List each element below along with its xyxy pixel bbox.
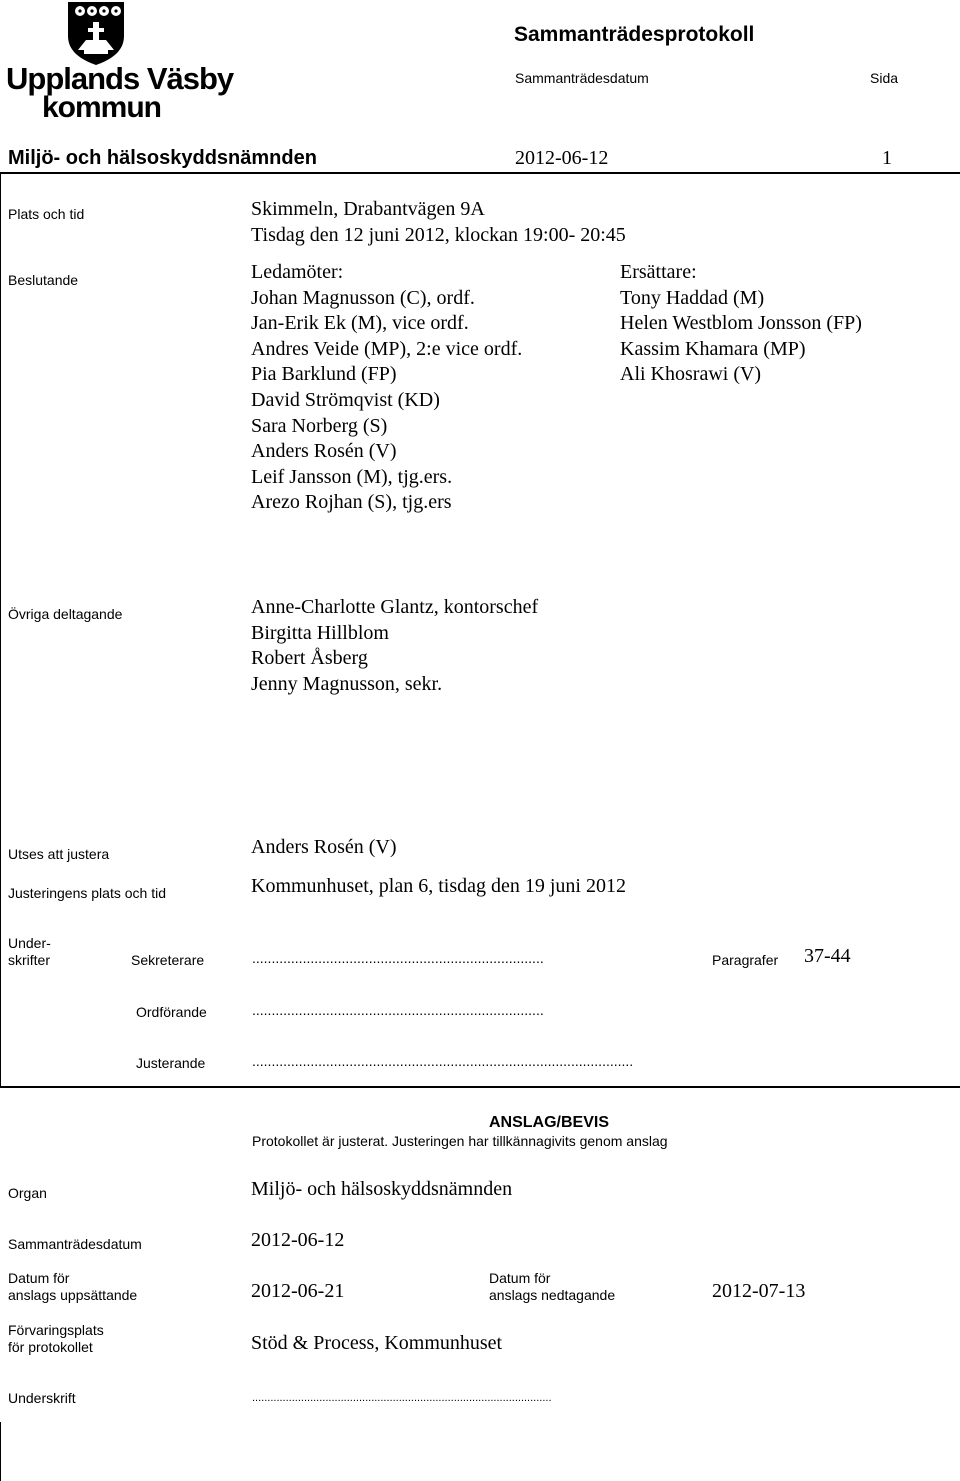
posted-date-label-line2: anslags uppsättande <box>8 1287 138 1303</box>
participant-item: Anne-Charlotte Glantz, kontorschef <box>251 596 539 618</box>
participant-item: Robert Åsberg <box>251 647 368 670</box>
municipality-logo <box>6 0 234 124</box>
substitute-item: Tony Haddad (M) <box>620 286 765 309</box>
signatures-label-line2: skrifter <box>8 952 50 968</box>
storage-label-line1: Förvaringsplats <box>8 1322 104 1338</box>
substitute-item: Kassim Khamara (MP) <box>620 337 806 360</box>
secretary-label: Sekreterare <box>131 952 205 968</box>
participant-item: Birgitta Hillblom <box>251 621 389 644</box>
adjuster-label: Justerande <box>136 1055 206 1071</box>
substitute-item: Ali Khosrawi (V) <box>620 363 762 386</box>
page-number: 1 <box>882 147 892 169</box>
chair-label: Ordförande <box>136 1004 207 1020</box>
substitutes-list <box>620 260 862 388</box>
notice-meeting-date-label: Sammanträdesdatum <box>8 1236 142 1252</box>
removed-date-label-line2: anslags nedtagande <box>489 1287 616 1303</box>
place-line: Skimmeln, Drabantvägen 9A <box>251 198 485 220</box>
substitute-item: Helen Westblom Jonsson (FP) <box>620 312 862 335</box>
logo-name-line2: kommun <box>42 91 162 124</box>
committee-name: Miljö- och hälsoskyddsnämnden <box>8 147 317 169</box>
notice-signature-label: Underskrift <box>8 1390 76 1406</box>
member-item: Johan Magnusson (C), ordf. <box>251 286 475 309</box>
meeting-date: 2012-06-12 <box>515 147 609 169</box>
paragraphs-label: Paragrafer <box>712 952 779 968</box>
secretary-signature-line: ........................................................................... <box>252 950 544 966</box>
appointed-adjuster-label: Utses att justera <box>8 846 110 862</box>
posted-date-value: 2012-06-21 <box>251 1280 345 1302</box>
header-date-label: Sammanträdesdatum <box>515 70 649 86</box>
coat-of-arms-icon <box>66 0 126 66</box>
left-rule-upper <box>0 172 1 1086</box>
middle-rule <box>0 1086 960 1088</box>
storage-value: Stöd & Process, Kommunhuset <box>251 1332 503 1354</box>
members-heading: Ledamöter: <box>251 261 344 283</box>
participant-item: Jenny Magnusson, sekr. <box>251 672 443 695</box>
members-list <box>251 260 522 516</box>
removed-date-value: 2012-07-13 <box>712 1280 806 1302</box>
logo-name-line1: Upplands Väsby <box>6 61 234 96</box>
other-participants-label: Övriga deltagande <box>8 606 123 622</box>
storage-label-line2: för protokollet <box>8 1339 93 1355</box>
member-item: Jan-Erik Ek (M), vice ordf. <box>251 312 469 335</box>
adjustment-place-value: Kommunhuset, plan 6, tisdag den 19 juni 2012 <box>251 875 626 897</box>
removed-date-label-line1: Datum för <box>489 1270 551 1286</box>
substitutes-heading: Ersättare: <box>620 261 697 283</box>
left-rule-lower <box>0 1422 1 1481</box>
member-item: Sara Norberg (S) <box>251 414 388 437</box>
notice-heading: ANSLAG/BEVIS <box>489 1114 610 1131</box>
notice-signature-line: .................................................................................................. <box>252 1392 552 1404</box>
deciding-label: Beslutande <box>8 272 79 288</box>
document-title: Sammanträdesprotokoll <box>514 23 755 46</box>
notice-meeting-date-value: 2012-06-12 <box>251 1229 345 1251</box>
paragraphs-value: 37-44 <box>804 945 851 967</box>
member-item: Arezo Rojhan (S), tjg.ers <box>251 491 452 514</box>
adjuster-signature-line: .................................................................................................. <box>252 1053 634 1069</box>
header-page-label: Sida <box>870 70 899 86</box>
organ-value: Miljö- och hälsoskyddsnämnden <box>251 1178 513 1200</box>
time-line: Tisdag den 12 juni 2012, klockan 19:00- 20:45 <box>251 223 626 246</box>
member-item: Anders Rosén (V) <box>251 440 397 463</box>
place-time-label: Plats och tid <box>8 206 85 222</box>
place-time-value <box>251 197 626 248</box>
appointed-adjuster-value: Anders Rosén (V) <box>251 836 397 858</box>
member-item: David Strömqvist (KD) <box>251 388 440 411</box>
adjustment-place-label: Justeringens plats och tid <box>8 885 166 901</box>
signatures-label-line1: Under- <box>8 935 51 951</box>
notice-subheading: Protokollet är justerat. Justeringen har tillkännagivits genom anslag <box>252 1133 668 1149</box>
member-item: Pia Barklund (FP) <box>251 363 397 386</box>
other-participants-list <box>251 595 538 697</box>
header-rule <box>0 172 960 174</box>
member-item: Andres Veide (MP), 2:e vice ordf. <box>251 337 523 360</box>
chair-signature-line: ........................................................................... <box>252 1002 544 1018</box>
organ-label: Organ <box>8 1185 47 1201</box>
member-item: Leif Jansson (M), tjg.ers. <box>251 465 453 488</box>
posted-date-label-line1: Datum för <box>8 1270 70 1286</box>
